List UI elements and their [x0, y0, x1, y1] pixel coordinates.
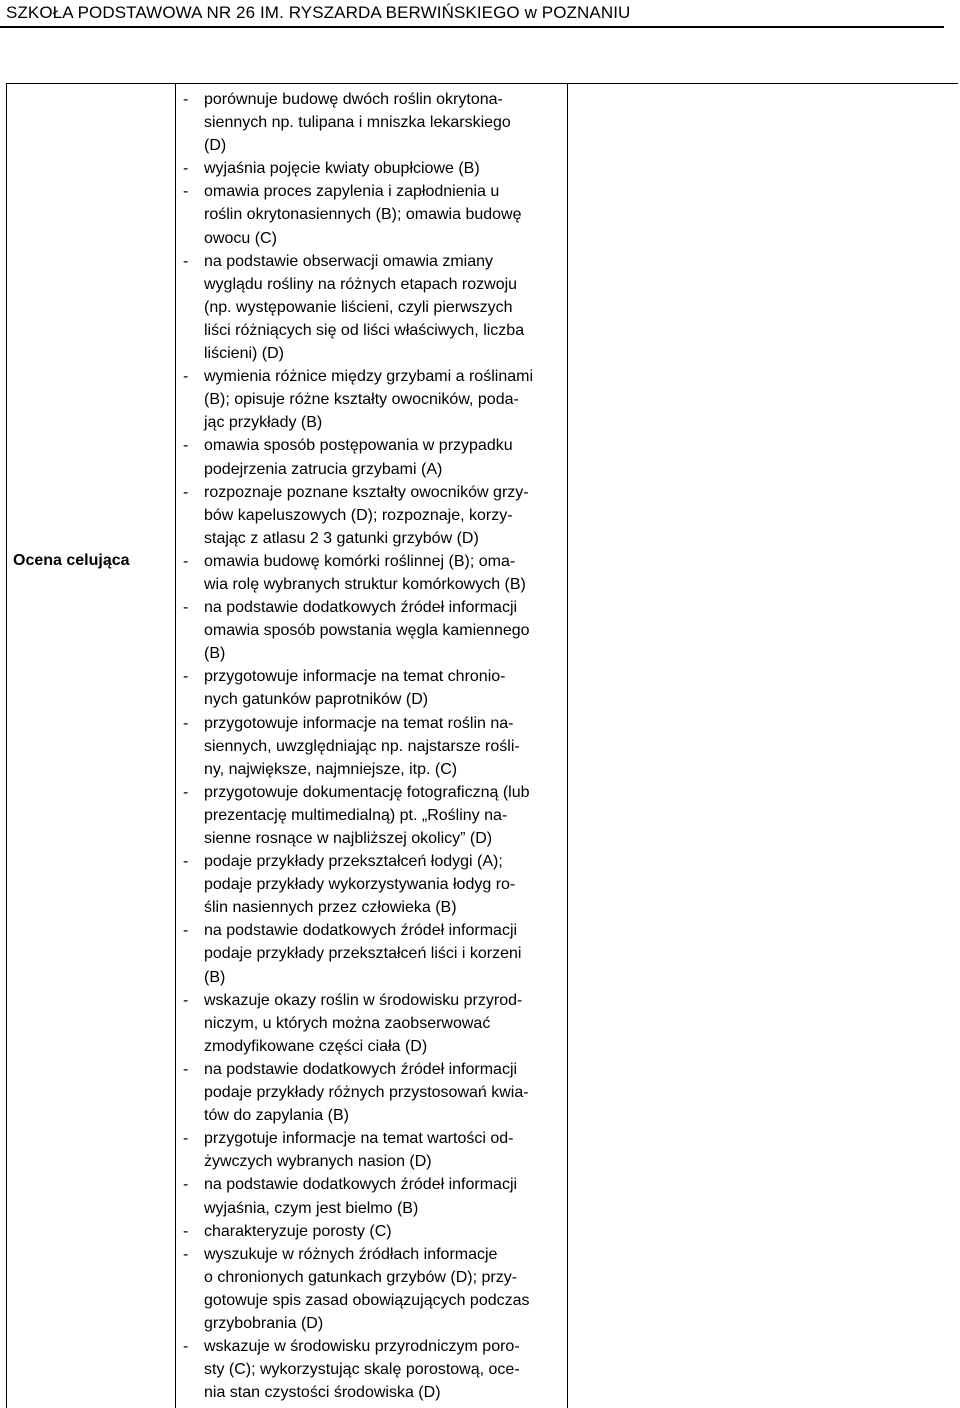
requirement-line: liścieni) (D) — [204, 345, 284, 363]
requirement-line: sienne rosnące w najbliższej okolicy” (D) — [204, 830, 493, 847]
bullet-dash: - — [183, 1338, 189, 1356]
requirement-line: wyjaśnia pojęcie kwiaty obupłciowe (B) — [204, 160, 480, 178]
requirement-item — [183, 1127, 568, 1173]
bullet-dash: - — [183, 1130, 189, 1148]
requirement-line: podaje przykłady różnych przystosowań kwia- — [204, 1084, 529, 1102]
requirement-line: ny, największe, najmniejsze, itp. (C) — [204, 760, 458, 778]
requirement-line: (B); opisuje różne kształty owocników, poda- — [204, 391, 519, 409]
requirement-line: liści różniących się od liści właściwych, liczba — [204, 321, 525, 339]
header-divider — [0, 26, 944, 28]
bullet-dash: - — [183, 853, 189, 871]
requirement-line: grzybobrania (D) — [204, 1314, 324, 1332]
requirement-item — [183, 1335, 568, 1404]
requirement-line: (B) — [204, 645, 226, 663]
requirement-line: wia rolę wybranych struktur komórkowych (B) — [204, 575, 526, 593]
bullet-dash: - — [183, 368, 189, 386]
requirement-item — [183, 596, 568, 665]
requirement-item — [183, 88, 568, 157]
bullet-dash: - — [183, 437, 189, 455]
requirement-line: nych gatunków paprotników (D) — [204, 691, 429, 709]
bullet-dash: - — [183, 160, 189, 178]
requirement-item — [183, 434, 568, 480]
bullet-dash: - — [183, 1222, 189, 1240]
requirement-line: na podstawie dodatkowych źródeł informacji — [204, 922, 518, 940]
requirement-line: prezentację multimedialną) pt. „Rośliny na- — [204, 806, 508, 824]
requirement-line: przygotowuje informacje na temat roślin na- — [204, 714, 514, 732]
bullet-dash: - — [183, 1176, 189, 1194]
requirement-line: o chronionych gatunkach grzybów (D); przy- — [204, 1268, 518, 1286]
requirement-item — [183, 1058, 568, 1127]
requirement-line: tów do zapylania (B) — [204, 1107, 349, 1125]
requirement-line: wymienia różnice między grzybami a roślinami — [204, 368, 533, 386]
bullet-dash: - — [183, 91, 189, 108]
requirement-line: charakteryzuje porosty (C) — [204, 1222, 392, 1240]
requirement-item — [183, 665, 568, 711]
requirement-line: wyjaśnia, czym jest bielmo (B) — [204, 1199, 419, 1217]
requirement-line: przygotuje informacje na temat wartości od- — [204, 1130, 514, 1148]
requirement-item — [183, 1173, 568, 1219]
requirement-line: (B) — [204, 968, 226, 986]
requirement-item — [183, 919, 568, 988]
requirement-line: siennych, uwzględniając np. najstarsze rośli- — [204, 737, 520, 755]
requirement-line: porównuje budowę dwóch roślin okrytona- — [204, 91, 503, 108]
requirement-line: zmodyfikowane części ciała (D) — [204, 1037, 428, 1055]
requirement-line: przygotowuje dokumentację fotograficzną (lub — [204, 783, 530, 801]
requirement-item — [183, 550, 568, 596]
requirement-line: na podstawie dodatkowych źródeł informacji — [204, 599, 518, 617]
requirement-line: ślin nasiennych przez człowieka (B) — [204, 899, 457, 917]
requirement-line: gotowuje spis zasad obowiązujących podczas — [204, 1291, 530, 1309]
column-divider-left — [175, 84, 176, 1408]
requirement-line: żywczych wybranych nasion (D) — [204, 1153, 432, 1171]
requirement-line: omawia proces zapylenia i zapłodnienia u — [204, 183, 500, 201]
requirement-line: bów kapeluszowych (D); rozpoznaje, korzy- — [204, 506, 513, 524]
bullet-dash: - — [183, 552, 189, 570]
requirement-item — [183, 712, 568, 781]
requirement-item — [183, 850, 568, 919]
requirement-line: nia stan czystości środowiska (D) — [204, 1384, 441, 1402]
requirement-line: (D) — [204, 137, 227, 155]
bullet-dash: - — [183, 183, 189, 201]
requirement-line: omawia sposób postępowania w przypadku — [204, 437, 513, 455]
requirement-item — [183, 250, 568, 365]
bullet-dash: - — [183, 783, 189, 801]
requirements-list — [183, 88, 568, 1404]
requirement-line: rozpoznaje poznane kształty owocników grzy- — [204, 483, 529, 501]
bullet-dash: - — [183, 922, 189, 940]
requirement-item — [183, 157, 568, 180]
requirement-line: wskazuje okazy roślin w środowisku przyrod- — [204, 991, 523, 1009]
requirement-item — [183, 481, 568, 550]
requirement-item — [183, 180, 568, 249]
requirement-line: roślin okrytonasiennych (B); omawia budowę — [204, 206, 522, 224]
requirement-line: siennych np. tulipana i mniszka lekarskiego — [204, 114, 511, 132]
requirement-line: na podstawie obserwacji omawia zmiany — [204, 252, 494, 270]
requirement-line: podaje przykłady przekształceń łodygi (A); — [204, 853, 503, 871]
grade-label: Ocena celująca — [13, 552, 130, 569]
requirement-item — [183, 781, 568, 850]
school-header: SZKOŁA PODSTAWOWA NR 26 IM. RYSZARDA BERWIŃSKIEGO w POZNANIU — [6, 3, 631, 22]
requirement-line: omawia sposób powstania węgla kamiennego — [204, 622, 530, 640]
requirement-line: na podstawie dodatkowych źródeł informacji — [204, 1176, 518, 1194]
requirement-line: owocu (C) — [204, 229, 277, 247]
requirement-line: wyszukuje w różnych źródłach informacje — [204, 1245, 498, 1263]
requirement-item — [183, 1220, 568, 1243]
bullet-dash: - — [183, 252, 189, 270]
bullet-dash: - — [183, 991, 189, 1009]
requirement-line: wskazuje w środowisku przyrodniczym poro- — [204, 1338, 520, 1356]
bullet-dash: - — [183, 483, 189, 501]
requirement-item — [183, 1243, 568, 1335]
requirement-line: podejrzenia zatrucia grzybami (A) — [204, 460, 443, 478]
requirement-line: omawia budowę komórki roślinnej (B); oma- — [204, 552, 516, 570]
requirement-item — [183, 989, 568, 1058]
requirement-line: (np. występowanie liścieni, czyli pierwszych — [204, 298, 513, 316]
requirement-item — [183, 365, 568, 434]
requirement-line: jąc przykłady (B) — [204, 414, 323, 432]
bullet-dash: - — [183, 668, 189, 686]
bullet-dash: - — [183, 1245, 189, 1263]
requirement-line: na podstawie dodatkowych źródeł informacji — [204, 1060, 518, 1078]
requirement-line: sty (C); wykorzystując skalę porostową, oce- — [204, 1361, 520, 1379]
requirement-line: wyglądu rośliny na różnych etapach rozwoju — [204, 275, 518, 293]
bullet-dash: - — [183, 714, 189, 732]
requirement-line: stając z atlasu 2 3 gatunki grzybów (D) — [204, 529, 479, 547]
requirement-line: podaje przykłady przekształceń liści i korzeni — [204, 945, 522, 963]
requirement-line: podaje przykłady wykorzystywania łodyg ro- — [204, 876, 516, 894]
requirement-line: przygotowuje informacje na temat chronio- — [204, 668, 506, 686]
grading-table — [6, 83, 958, 1408]
requirement-line: niczym, u których można zaobserwować — [204, 1014, 491, 1032]
bullet-dash: - — [183, 1060, 189, 1078]
bullet-dash: - — [183, 599, 189, 617]
